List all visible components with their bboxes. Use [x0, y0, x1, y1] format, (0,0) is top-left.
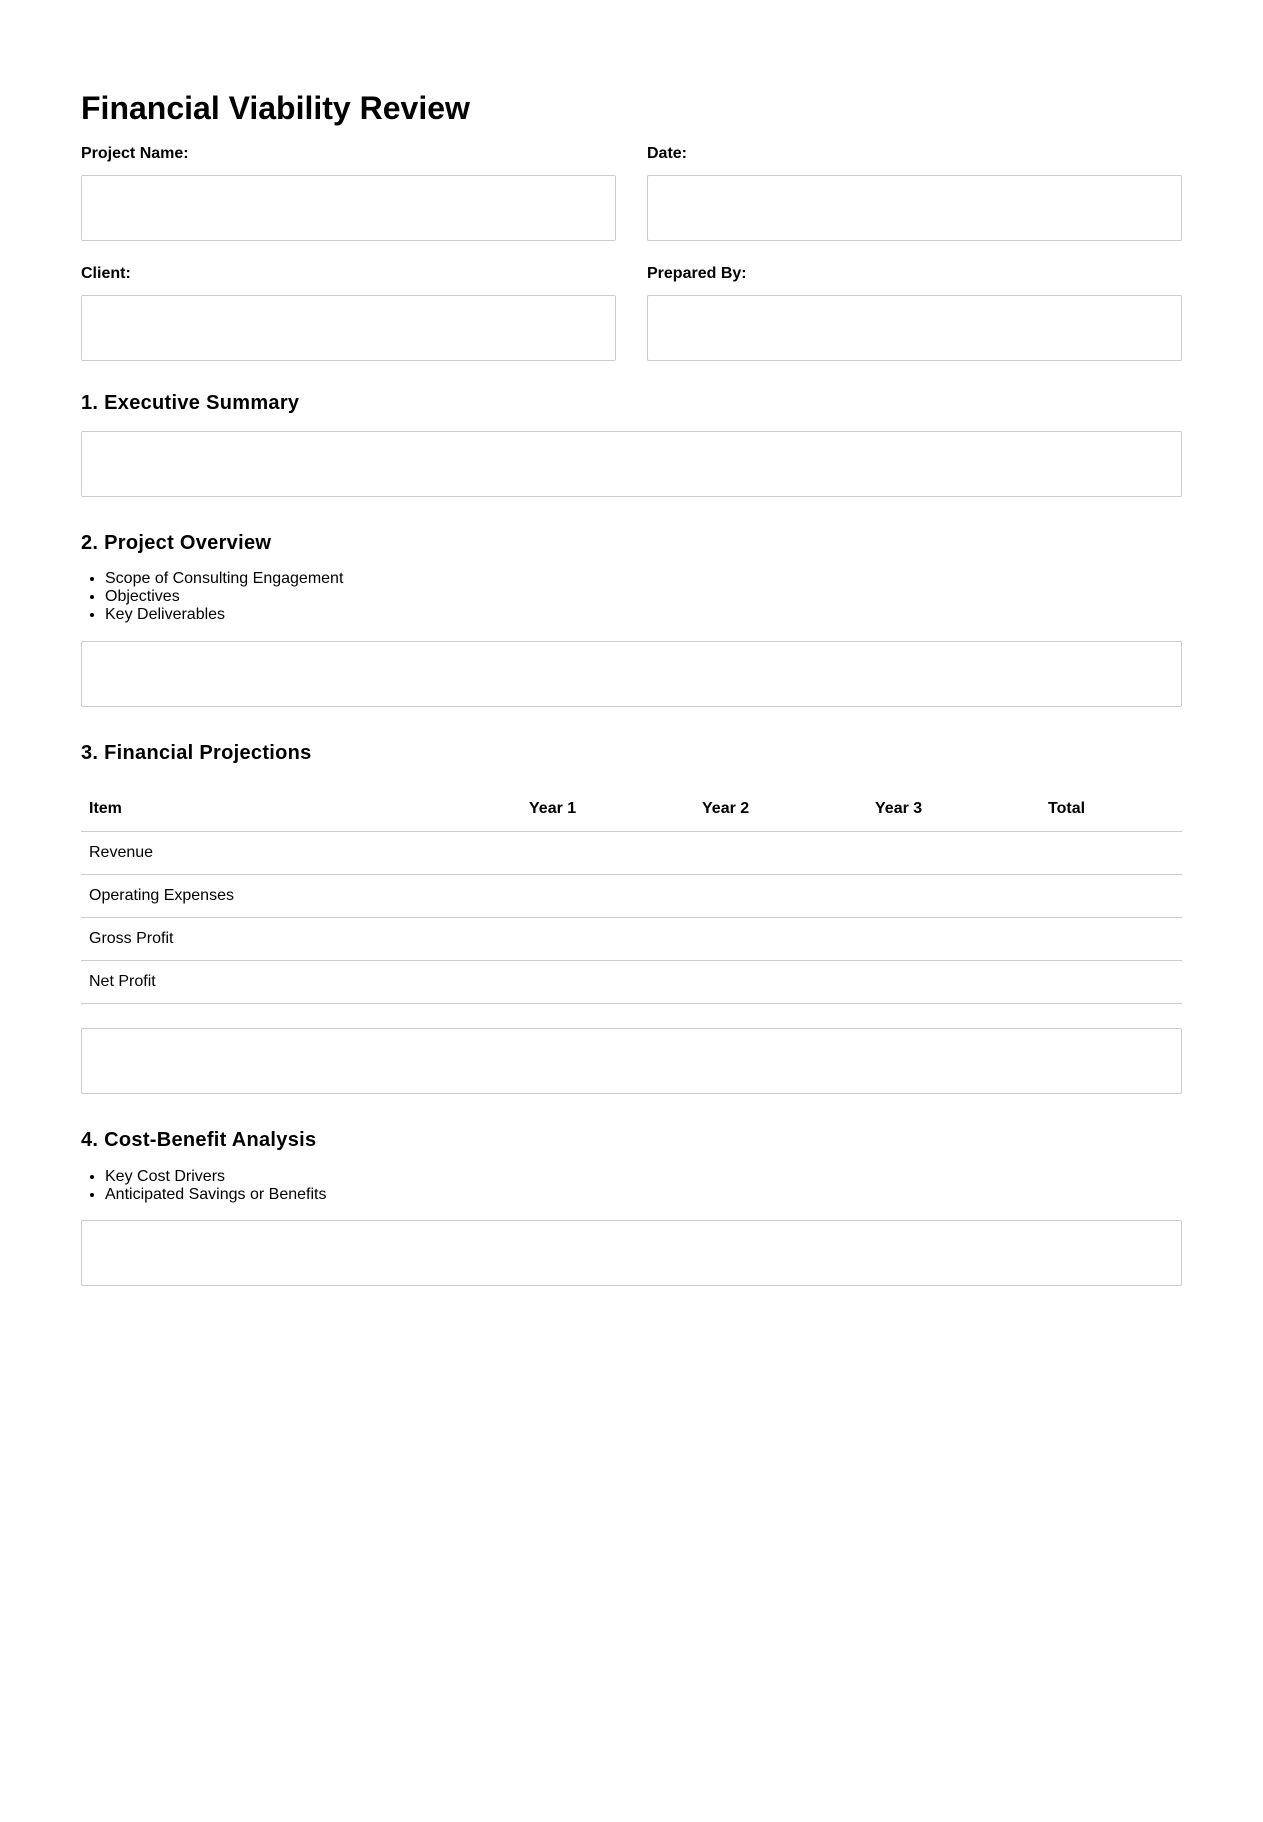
table-row [81, 960, 1182, 1003]
cost-benefit-list [81, 1168, 326, 1204]
table-cell[interactable] [1040, 960, 1182, 1003]
column-header-year-3: Year 3 [867, 787, 1040, 831]
table-row [81, 874, 1182, 917]
table-cell[interactable] [1040, 831, 1182, 874]
table-cell[interactable] [1040, 874, 1182, 917]
table-cell[interactable] [694, 960, 867, 1003]
financial-projections-notes-field[interactable] [81, 1028, 1182, 1094]
row-label-gross-profit: Gross Profit [81, 917, 521, 960]
project-overview-list [81, 570, 343, 624]
table-cell[interactable] [867, 960, 1040, 1003]
executive-summary-field[interactable] [81, 431, 1182, 497]
table-cell[interactable] [1040, 917, 1182, 960]
project-name-label: Project Name: [81, 145, 189, 162]
row-label-net-profit: Net Profit [81, 960, 521, 1003]
prepared-by-label: Prepared By: [647, 265, 747, 282]
list-item: • Key Cost Drivers [105, 1168, 326, 1186]
prepared-by-field[interactable] [647, 295, 1182, 361]
column-header-year-1: Year 1 [521, 787, 694, 831]
table-row [81, 831, 1182, 874]
table-cell[interactable] [521, 960, 694, 1003]
table-cell[interactable] [867, 917, 1040, 960]
client-label: Client: [81, 265, 131, 282]
table-cell[interactable] [521, 917, 694, 960]
table-header-row [81, 787, 1182, 831]
document-title: Financial Viability Review [81, 90, 470, 126]
table-cell[interactable] [867, 831, 1040, 874]
table-cell[interactable] [694, 917, 867, 960]
table-row [81, 917, 1182, 960]
list-item: • Key Deliverables [105, 606, 343, 624]
executive-summary-heading: 1. Executive Summary [81, 392, 300, 414]
table-cell[interactable] [867, 874, 1040, 917]
list-item: • Anticipated Savings or Benefits [105, 1186, 326, 1204]
column-header-total: Total [1040, 787, 1182, 831]
table-cell[interactable] [521, 831, 694, 874]
cost-benefit-analysis-heading: 4. Cost-Benefit Analysis [81, 1129, 317, 1151]
project-name-field[interactable] [81, 175, 616, 241]
list-item: • Objectives [105, 588, 343, 606]
project-overview-field[interactable] [81, 641, 1182, 707]
table-cell[interactable] [694, 831, 867, 874]
financial-projections-heading: 3. Financial Projections [81, 742, 312, 764]
row-label-revenue: Revenue [81, 831, 521, 874]
financial-projections-table [81, 787, 1182, 1004]
row-label-operating-expenses: Operating Expenses [81, 874, 521, 917]
column-header-year-2: Year 2 [694, 787, 867, 831]
list-item: • Scope of Consulting Engagement [105, 570, 343, 588]
client-field[interactable] [81, 295, 616, 361]
date-field[interactable] [647, 175, 1182, 241]
table-cell[interactable] [694, 874, 867, 917]
column-header-item: Item [81, 787, 521, 831]
cost-benefit-analysis-field[interactable] [81, 1220, 1182, 1286]
project-overview-heading: 2. Project Overview [81, 532, 272, 554]
date-label: Date: [647, 145, 688, 162]
table-cell[interactable] [521, 874, 694, 917]
